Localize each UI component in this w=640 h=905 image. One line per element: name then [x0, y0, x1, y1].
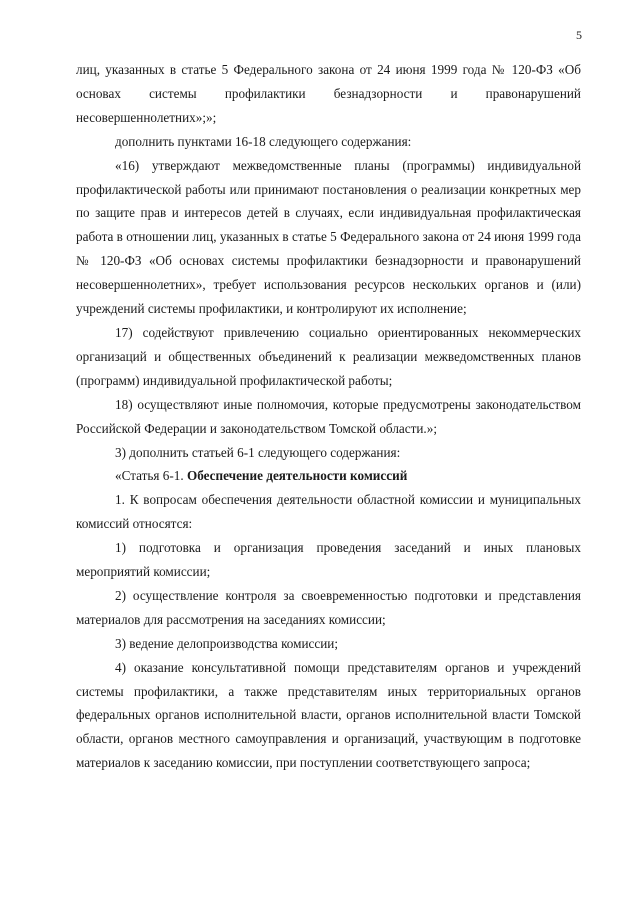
paragraph-item-17: 17) содействуют привлечению социально ориентированных некоммерческих организаций и общественных объединений к реализации межведомственных планов (программ) индивидуальной профилактической работы;: [76, 324, 581, 388]
article-heading-title: Обеспечение деятельности комиссий: [186, 468, 408, 484]
paragraph-subitem-1: 1) подготовка и организация проведения заседаний и иных плановых мероприятий комиссии;: [76, 540, 581, 580]
article-heading: [76, 464, 581, 488]
paragraph-subitem-4: 4) оказание консультативной помощи представителям органов и учреждений системы профилактики, а также представителям иных территориальных органов федеральных органов исполнительной власти, органов исполнительной власти Томской области, органов местного самоуправления и организаций, участвующим в подготовке материалов к заседанию комиссии, при поступлении соответствующего запроса;: [76, 659, 581, 771]
paragraph-item-3: 3) дополнить статьей 6-1 следующего содержания:: [115, 444, 401, 460]
paragraph-subitem-3: 3) ведение делопроизводства комиссии;: [115, 635, 339, 651]
paragraph-continuation: лиц, указанных в статье 5 Федерального закона от 24 июня 1999 года № 120-ФЗ «Об основах системы профилактики безнадзорности и правонарушений несовершеннолетних»;»;: [76, 62, 581, 125]
paragraph-item-18: 18) осуществляют иные полномочия, которые предусмотрены законодательством Российской Федерации и законодательством Томской области.»;: [76, 396, 581, 436]
page-number: 5: [576, 28, 582, 42]
paragraph-clause-1: 1. К вопросам обеспечения деятельности областной комиссии и муниципальных комиссий относятся:: [76, 492, 581, 532]
paragraph-amendment-intro: дополнить пунктами 16-18 следующего содержания:: [115, 133, 412, 149]
document-body: [76, 58, 581, 775]
paragraph-subitem-2: 2) осуществление контроля за своевременностью подготовки и представления материалов для рассмотрения на заседаниях комиссии;: [76, 587, 581, 627]
article-heading-prefix: «Статья 6-1.: [115, 468, 187, 484]
paragraph-item-16: «16) утверждают межведомственные планы (программы) индивидуальной профилактической работы или принимают постановления о реализации конкретных мер по защите прав и интересов детей в случаях, если индивидуальная профилактическая работа в отношении лиц, указанных в статье 5 Федерального закона от 24 июня 1999 года № 120-ФЗ «Об основах системы профилактики безнадзорности и правонарушений несовершеннолетних», требует использования ресурсов нескольких органов и (или) учреждений системы профилактики, и контролируют их исполнение;: [76, 157, 581, 317]
